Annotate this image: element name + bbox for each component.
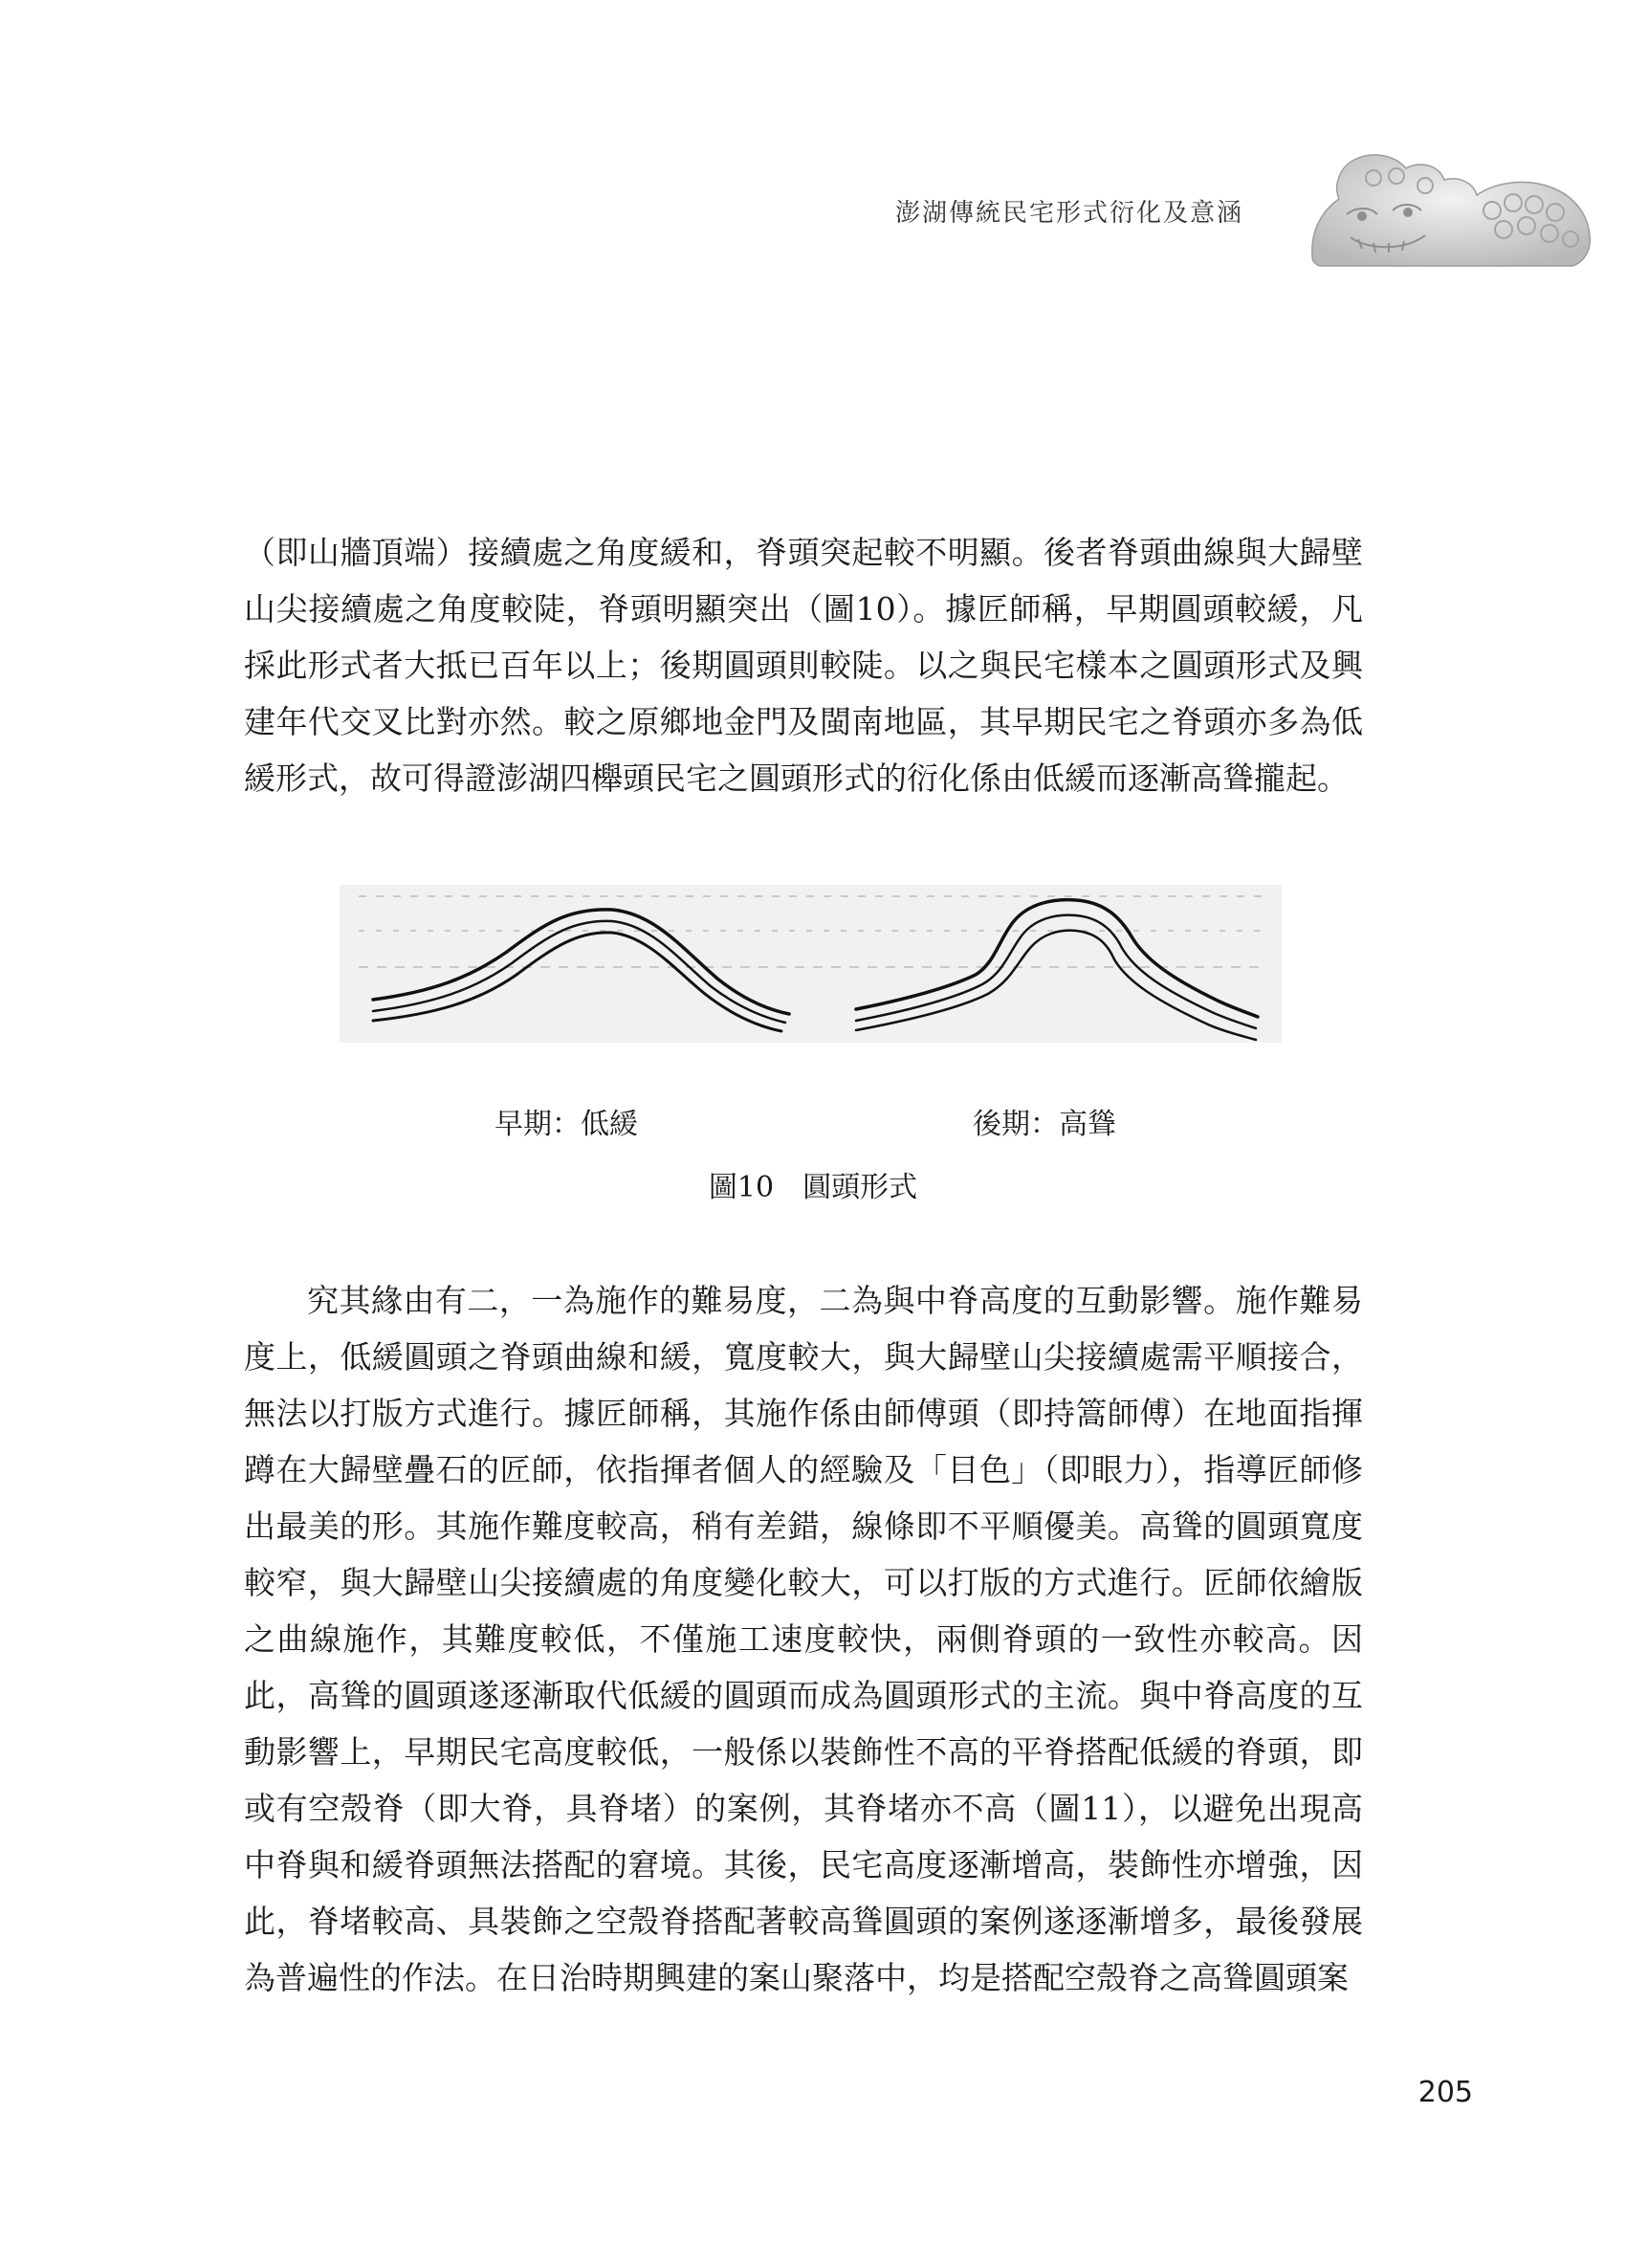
figure-ridge-profiles [340, 875, 1282, 1052]
caption-late: 後期：高聳 [973, 1108, 1116, 1141]
header-title: 澎湖傳統民宅形式衍化及意涵 [894, 199, 1243, 228]
figure-background [340, 885, 1282, 1043]
paragraph: （即山牆頂端）接續處之角度緩和，脊頭突起較不明顯。後者脊頭曲線與大歸壁山尖接續處之角度較陡，脊頭明顯突出（圖10）。據匠師稱，早期圓頭較緩，凡採此形式者大抵已百年以上；後期圓頭則較陡。以之與民宅樣本之圓頭形式及興建年代交叉比對亦然。較之原鄉地金門及閩南地區，其早期民宅之脊頭亦多為低緩形式，故可得證澎湖四櫸頭民宅之圓頭形式的衍化係由低緩而逐漸高聳攏起。 [244, 534, 1363, 797]
paragraph: 究其緣由有二，一為施作的難易度，二為與中脊高度的互動影響。施作難易度上，低緩圓頭之脊頭曲線和緩，寬度較大，與大歸壁山尖接續處需平順接合，無法以打版方式進行。據匠師稱，其施作係由師傅頭（即持篙師傅）在地面指揮蹲在大歸壁疊石的匠師，依指揮者個人的經驗及「目色」（即眼力），指導匠師修出最美的形。其施作難度較高，稍有差錯，線條即不平順優美。高聳的圓頭寬度較窄，與大歸壁山尖接續處的角度變化較大，可以打版的方式進行。匠師依繪版之曲線施作，其難度較低，不僅施工速度較快，兩側脊頭的一致性亦較高。因此，高聳的圓頭遂逐漸取代低緩的圓頭而成為圓頭形式的主流。與中脊高度的互動影響上，早期民宅高度較低，一般係以裝飾性不高的平脊搭配低緩的脊頭，即或有空殼脊（即大脊，具脊堵）的案例，其脊堵亦不高（圖11），以避免出現高中脊與和緩脊頭無法搭配的窘境。其後，民宅高度逐漸增高，裝飾性亦增強，因此，脊堵較高、具裝飾之空殼脊搭配著較高聳圓頭的案例遂逐漸增多，最後發展為普遍性的作法。在日治時期興建的案山聚落中，均是搭配空殼脊之高聳圓頭案 [244, 1282, 1363, 1996]
running-header [880, 143, 1626, 277]
page-number: 205 [1417, 2076, 1473, 2109]
caption-early: 早期：低緩 [494, 1108, 638, 1141]
lion-ornament-icon [1301, 143, 1597, 273]
figure-caption: 圖10 圓頭形式 [708, 1171, 918, 1204]
body-text-top [244, 524, 1363, 806]
body-text-bottom [244, 1272, 1363, 2006]
